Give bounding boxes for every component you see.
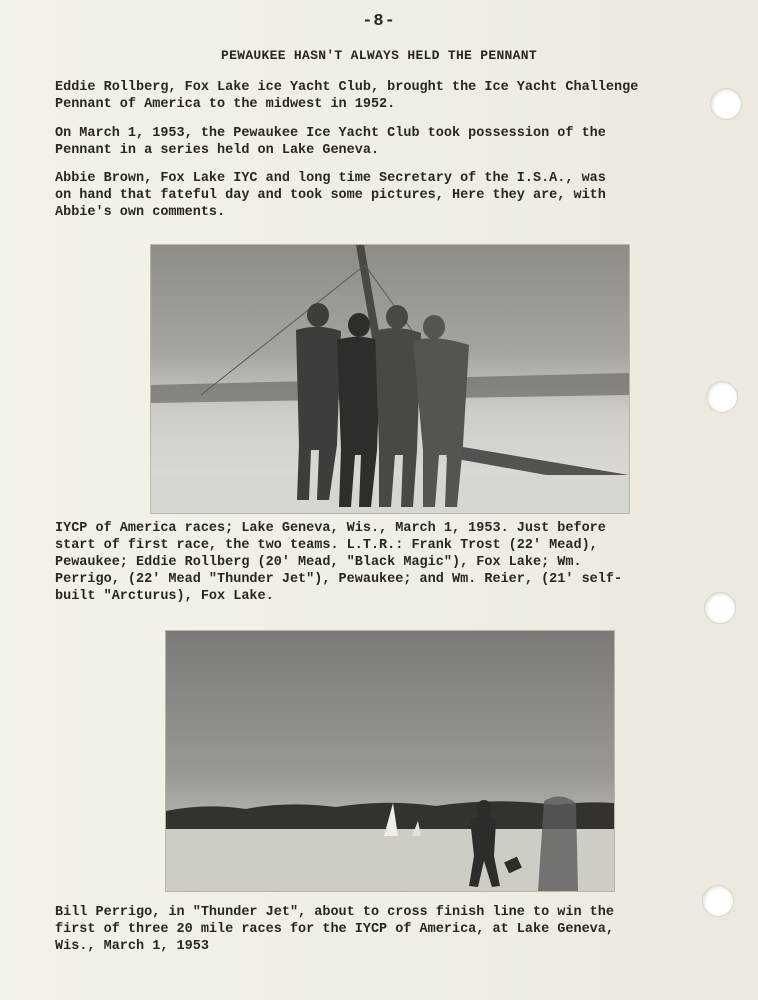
- paragraph-pewaukee-possession: On March 1, 1953, the Pewaukee Ice Yacht Club took possession of the Pennant in a series held on Lake Geneva.: [55, 126, 606, 158]
- page-number: -8-: [362, 12, 396, 31]
- binder-hole: [706, 381, 738, 413]
- binder-hole: [710, 88, 742, 120]
- page-title: PEWAUKEE HASN'T ALWAYS HELD THE PENNANT: [221, 48, 537, 63]
- binder-hole: [704, 592, 736, 624]
- paragraph-abbie-brown: Abbie Brown, Fox Lake IYC and long time Secretary of the I.S.A., was on hand that fateful day and took some pictures, Here they are, with Abbie's own comments.: [55, 171, 606, 220]
- binder-hole: [702, 885, 734, 917]
- team-photo: [150, 244, 630, 514]
- finish-line-photo: [165, 630, 615, 892]
- caption-finish-line-photo: Bill Perrigo, in "Thunder Jet", about to cross finish line to win the first of three 20 mile races for the IYCP of America, at Lake Geneva, Wis., March 1, 1953: [55, 905, 614, 954]
- paragraph-pennant-history: Eddie Rollberg, Fox Lake ice Yacht Club, brought the Ice Yacht Challenge Pennant of America to the midwest in 1952.: [55, 80, 639, 112]
- team-photo-illustration: [151, 245, 629, 513]
- caption-team-photo: IYCP of America races; Lake Geneva, Wis., March 1, 1953. Just before start of first race, the two teams. L.T.R.: Frank Trost (22' Mead), Pewaukee; Eddie Rollberg (20' Mead, "Black Magic"), Fox Lake; Wm. Perrigo, (22' Mead "Thunder Jet"), Pewaukee; and Wm. Reier, (21' self- built "Arcturus), Fox Lake.: [55, 521, 623, 604]
- finish-line-illustration: [166, 631, 614, 891]
